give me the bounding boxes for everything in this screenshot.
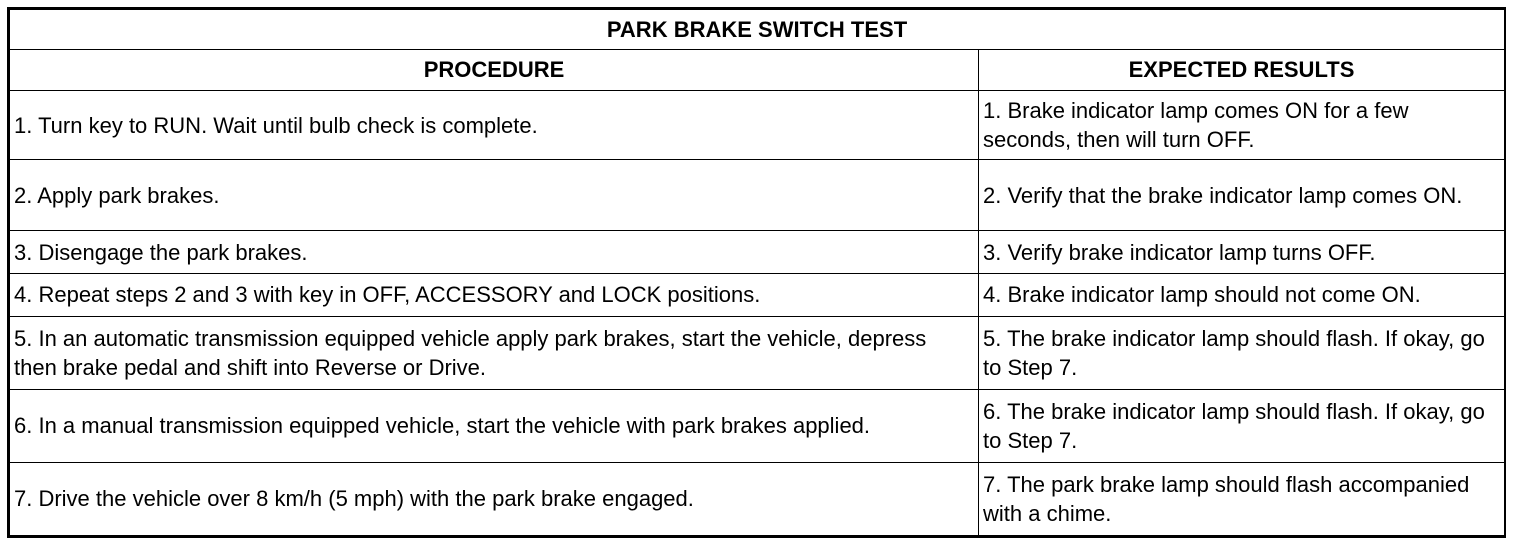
- procedure-cell: 2. Apply park brakes.: [10, 160, 979, 231]
- expected-result-cell: 7. The park brake lamp should flash accompanied with a chime.: [979, 462, 1505, 535]
- expected-result-cell: 6. The brake indicator lamp should flash. If okay, go to Step 7.: [979, 389, 1505, 462]
- table-row: [10, 91, 1505, 160]
- procedure-cell: 1. Turn key to RUN. Wait until bulb check is complete.: [10, 91, 979, 160]
- expected-result-cell: 1. Brake indicator lamp comes ON for a few seconds, then will turn OFF.: [979, 91, 1505, 160]
- park-brake-switch-test-table: [7, 7, 1506, 538]
- table-row: [10, 231, 1505, 274]
- table-title-row: [10, 10, 1505, 50]
- expected-results-column-header: EXPECTED RESULTS: [979, 49, 1505, 91]
- procedure-cell: 4. Repeat steps 2 and 3 with key in OFF, ACCESSORY and LOCK positions.: [10, 273, 979, 316]
- table-row: [10, 316, 1505, 389]
- table-header-row: [10, 49, 1505, 91]
- procedure-cell: 3. Disengage the park brakes.: [10, 231, 979, 274]
- expected-result-cell: 2. Verify that the brake indicator lamp comes ON.: [979, 160, 1505, 231]
- procedure-cell: 7. Drive the vehicle over 8 km/h (5 mph) with the park brake engaged.: [10, 462, 979, 535]
- expected-result-cell: 3. Verify brake indicator lamp turns OFF.: [979, 231, 1505, 274]
- expected-result-cell: 5. The brake indicator lamp should flash. If okay, go to Step 7.: [979, 316, 1505, 389]
- procedure-table: [9, 9, 1505, 536]
- table-row: [10, 160, 1505, 231]
- table-row: [10, 462, 1505, 535]
- table-title: PARK BRAKE SWITCH TEST: [10, 10, 1505, 50]
- procedure-column-header: PROCEDURE: [10, 49, 979, 91]
- expected-result-cell: 4. Brake indicator lamp should not come ON.: [979, 273, 1505, 316]
- procedure-cell: 6. In a manual transmission equipped vehicle, start the vehicle with park brakes applied.: [10, 389, 979, 462]
- table-row: [10, 389, 1505, 462]
- procedure-cell: 5. In an automatic transmission equipped vehicle apply park brakes, start the vehicle, depress then brake pedal and shift into Reverse or Drive.: [10, 316, 979, 389]
- table-row: [10, 273, 1505, 316]
